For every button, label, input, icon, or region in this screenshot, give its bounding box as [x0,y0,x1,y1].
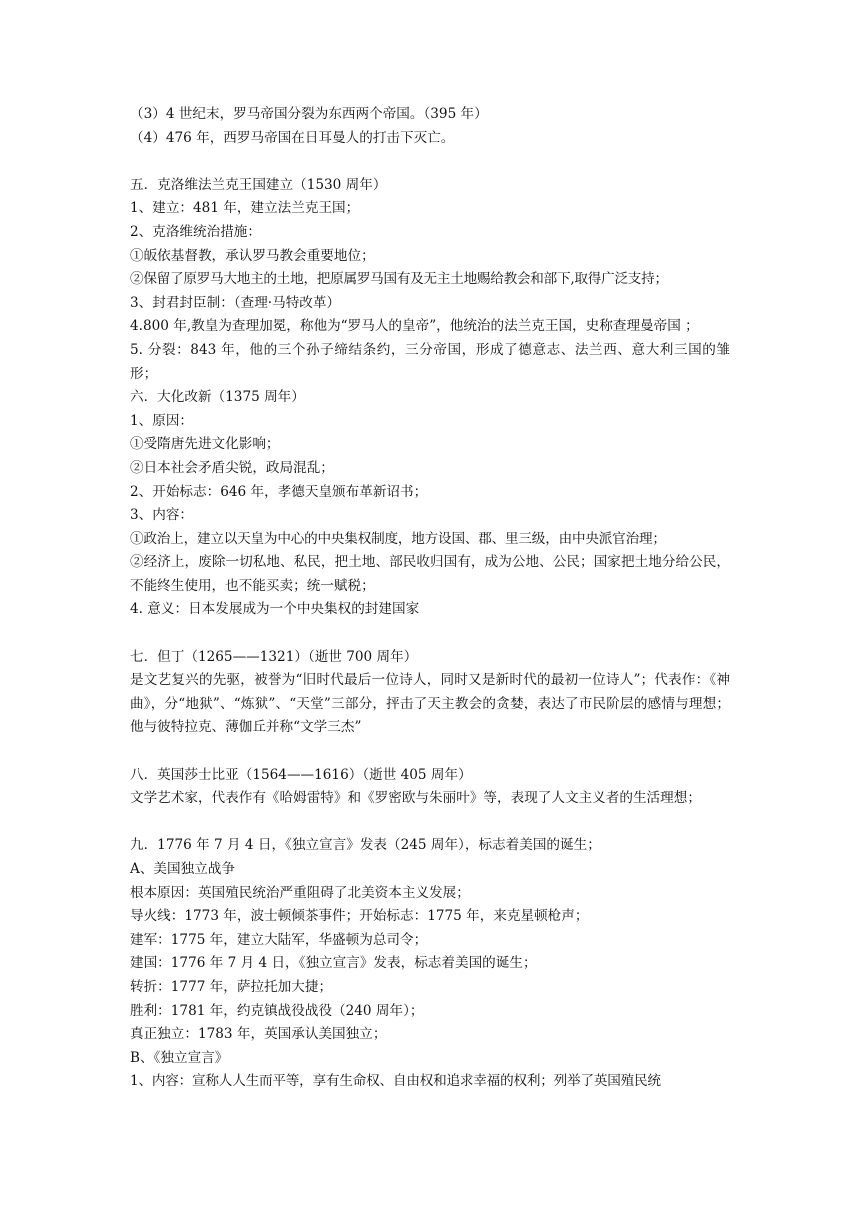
text-line: 1、建立：481 年，建立法兰克王国； [130,200,360,217]
text-line: ①政治上，建立以天皇为中心的中央集权制度，地方设国、郡、里三级，由中央派官治理； [130,530,666,547]
document-body [130,103,730,1094]
text-line: 2、克洛维统治措施： [130,223,261,240]
section-rome [130,103,730,150]
text-line: 真正独立：1783 年，英国承认美国独立； [130,1026,387,1043]
section-heading: 五．克洛维法兰克王国建立（1530 周年） [130,176,387,193]
text-line: 转折：1777 年，萨拉托加大捷； [130,978,333,995]
section-heading: 六．大化改新（1375 周年） [130,389,305,406]
text-line: 胜利：1781 年，约克镇战役战役（240 周年）； [130,1002,424,1019]
text-line: 导火线：1773 年，波士顿倾茶事件；开始标志：1775 年，来克星顿枪声； [130,908,589,925]
section-franks [130,174,730,622]
text-line: 建国：1776 年 7 月 4 日，《独立宣言》发表，标志着美国的诞生； [130,955,537,972]
blank-line [130,740,730,764]
text-line: 2、开始标志：646 年，孝德天皇颁布革新诏书； [130,483,428,500]
section-heading: 九．1776 年 7 月 4 日，《独立宣言》发表（245 周年），标志着美国的诞生； [130,837,601,854]
text-line: 1、原因： [130,412,194,429]
text-line: ①皈依基督教，承认罗马教会重要地位； [130,247,375,264]
section-heading: 八．英国莎士比亚（1564——1616）（逝世 405 周年） [130,766,472,783]
text-line: 根本原因：英国殖民统治严重阻碍了北美资本主义发展； [130,884,470,901]
section-dante [130,646,730,740]
section-usa [130,834,730,1094]
text-line: B、《独立宣言》 [130,1049,229,1066]
text-line: ①受隋唐先进文化影响； [130,436,280,453]
text-line: 3、内容： [130,507,194,524]
text-paragraph: 文学艺术家，代表作有《哈姆雷特》和《罗密欧与朱丽叶》等，表现了人文主义者的生活理想； [130,790,701,807]
text-paragraph: 4.800 年,教皇为查理加冕，称他为“罗马人的皇帝”，他统治的法兰克王国，史称查理曼帝国 ； [130,318,699,335]
text-line: ②日本社会矛盾尖锐，政局混乱； [130,459,334,476]
text-line: 3、封君封臣制：（查理·马特改革） [130,294,341,311]
text-paragraph: ②经济上，废除一切私地、私民，把土地、部民收归国有，成为公地、公民；国家把土地分给公民，不能终生使用，也不能买卖；统一赋税； [130,554,730,594]
blank-line [130,811,730,835]
text-paragraph: 5. 分裂：843 年，他的三个孙子缔结条约，三分帝国，形成了德意志、法兰西、意大利三国的雏形； [130,341,730,382]
text-line: A、美国独立战争 [130,861,235,877]
text-line: 建军：1775 年，建立大陆军，华盛顿为总司令； [130,931,428,948]
section-heading: 七．但丁（1265——1321）（逝世 700 周年） [130,648,418,665]
section-shakespeare [130,764,730,811]
blank-line [130,622,730,646]
blank-line [130,150,730,174]
text-paragraph: 是文艺复兴的先驱，被誉为“旧时代最后一位诗人，同时又是新时代的最初一位诗人”；代表作：《神曲》，分“地狱”、“炼狱”、“天堂”三部分，抨击了天主教会的贪婪，表达了市民阶层的感情与理想；他与彼特拉克、薄伽丘并称“文学三杰” [130,672,730,736]
text-line: ②保留了原罗马大地主的土地，把原属罗马国有及无主土地赐给教会和部下,取得广泛支持； [130,271,668,288]
text-line: （4）476 年，西罗马帝国在日耳曼人的打击下灭亡。 [130,129,455,146]
text-line: 4. 意义：日本发展成为一个中央集权的封建国家 [130,601,420,618]
text-line: （3）4 世纪末，罗马帝国分裂为东西两个帝国。（395 年） [130,106,488,122]
text-line: 1、内容：宣称人人生而平等，享有生命权、自由权和追求幸福的权利；列举了英国殖民统 [130,1073,661,1090]
